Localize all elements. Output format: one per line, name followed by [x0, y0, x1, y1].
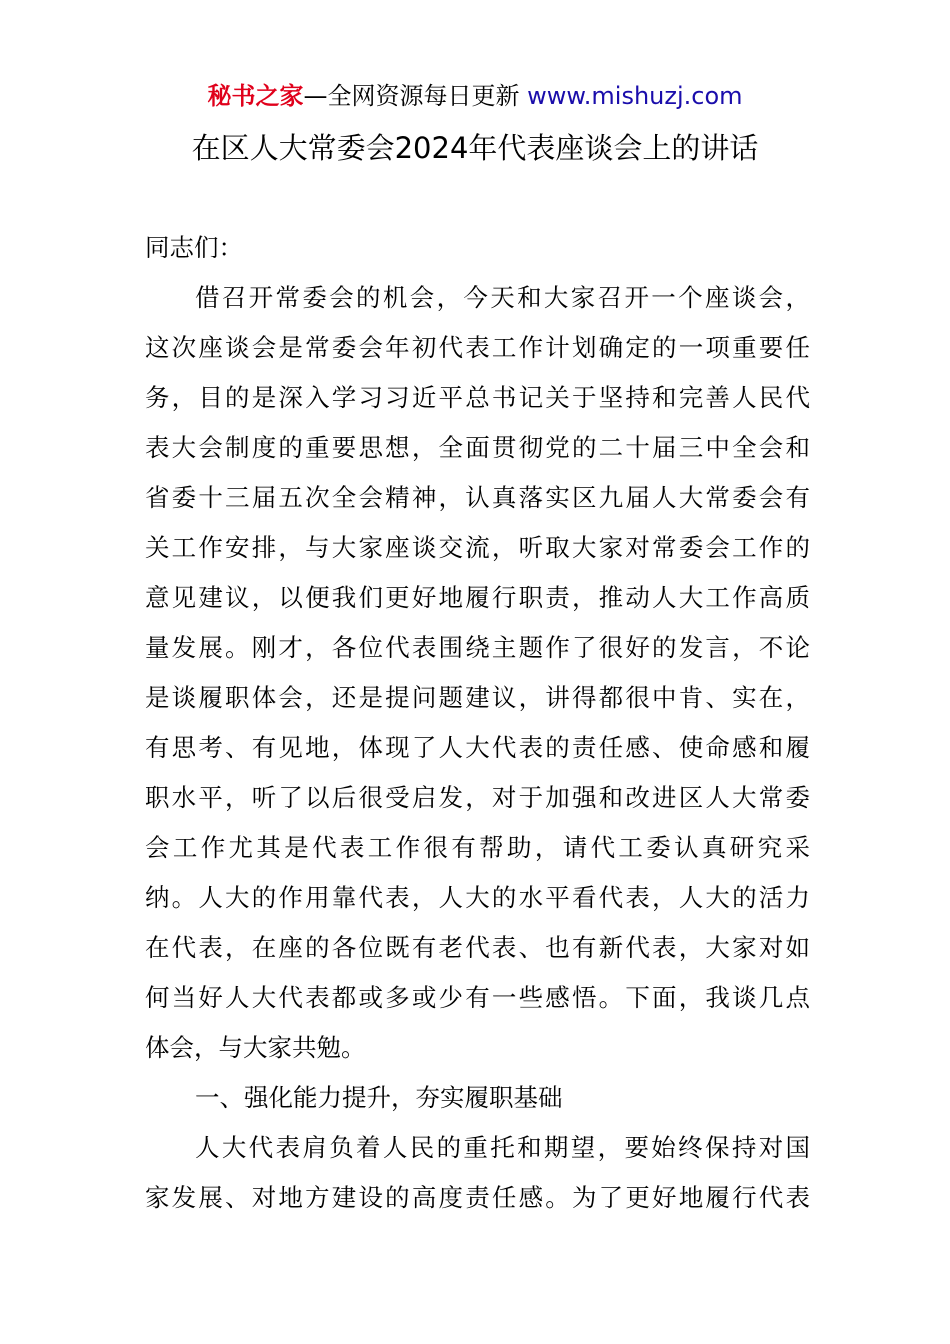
site-brand: 秘书之家: [207, 82, 304, 110]
paragraph-line: 有思考、有见地，体现了人大代表的责任感、使命感和履: [145, 733, 810, 762]
section-heading: 一、强化能力提升，夯实履职基础: [195, 1083, 563, 1112]
site-tagline: —全网资源每日更新: [303, 82, 520, 110]
paragraph-line: 纳。人大的作用靠代表，人大的水平看代表，人大的活力: [145, 883, 810, 912]
paragraph-line: 借召开常委会的机会，今天和大家召开一个座谈会，: [195, 283, 810, 312]
document-title: 在区人大常委会2024年代表座谈会上的讲话: [191, 131, 759, 165]
document-body: [145, 223, 810, 1223]
paragraph-1: [145, 273, 810, 1073]
paragraph-line: 会工作尤其是代表工作很有帮助，请代工委认真研究采: [145, 833, 810, 862]
paragraph-line: 是谈履职体会，还是提问题建议，讲得都很中肯、实在，: [145, 683, 810, 712]
paragraph-2: [145, 1123, 810, 1223]
paragraph-line: 关工作安排，与大家座谈交流，听取大家对常委会工作的: [145, 533, 810, 562]
paragraph-line: 量发展。刚才，各位代表围绕主题作了很好的发言，不论: [145, 633, 810, 662]
paragraph-line: 意见建议，以便我们更好地履行职责，推动人大工作高质: [145, 583, 810, 612]
paragraph-line: 何当好人大代表都或多或少有一些感悟。下面，我谈几点: [145, 983, 810, 1012]
paragraph-line: 省委十三届五次全会精神，认真落实区九届人大常委会有: [145, 483, 810, 512]
paragraph-line: 务，目的是深入学习习近平总书记关于坚持和完善人民代: [145, 383, 810, 412]
paragraph-line: 人大代表肩负着人民的重托和期望，要始终保持对国: [195, 1133, 810, 1162]
paragraph-line: 这次座谈会是常委会年初代表工作计划确定的一项重要任: [145, 333, 810, 362]
site-url-link[interactable]: www.mishuzj.com: [527, 82, 743, 110]
site-header: [0, 80, 950, 112]
paragraph-line: 体会，与大家共勉。: [145, 1033, 366, 1062]
paragraph-line: 表大会制度的重要思想，全面贯彻党的二十届三中全会和: [145, 433, 810, 462]
paragraph-line: 职水平，听了以后很受启发，对于加强和改进区人大常委: [145, 783, 810, 812]
paragraph-line: 家发展、对地方建设的高度责任感。为了更好地履行代表: [145, 1183, 810, 1212]
paragraph-line: 在代表，在座的各位既有老代表、也有新代表，大家对如: [145, 933, 810, 962]
salutation: 同志们：: [145, 233, 243, 262]
